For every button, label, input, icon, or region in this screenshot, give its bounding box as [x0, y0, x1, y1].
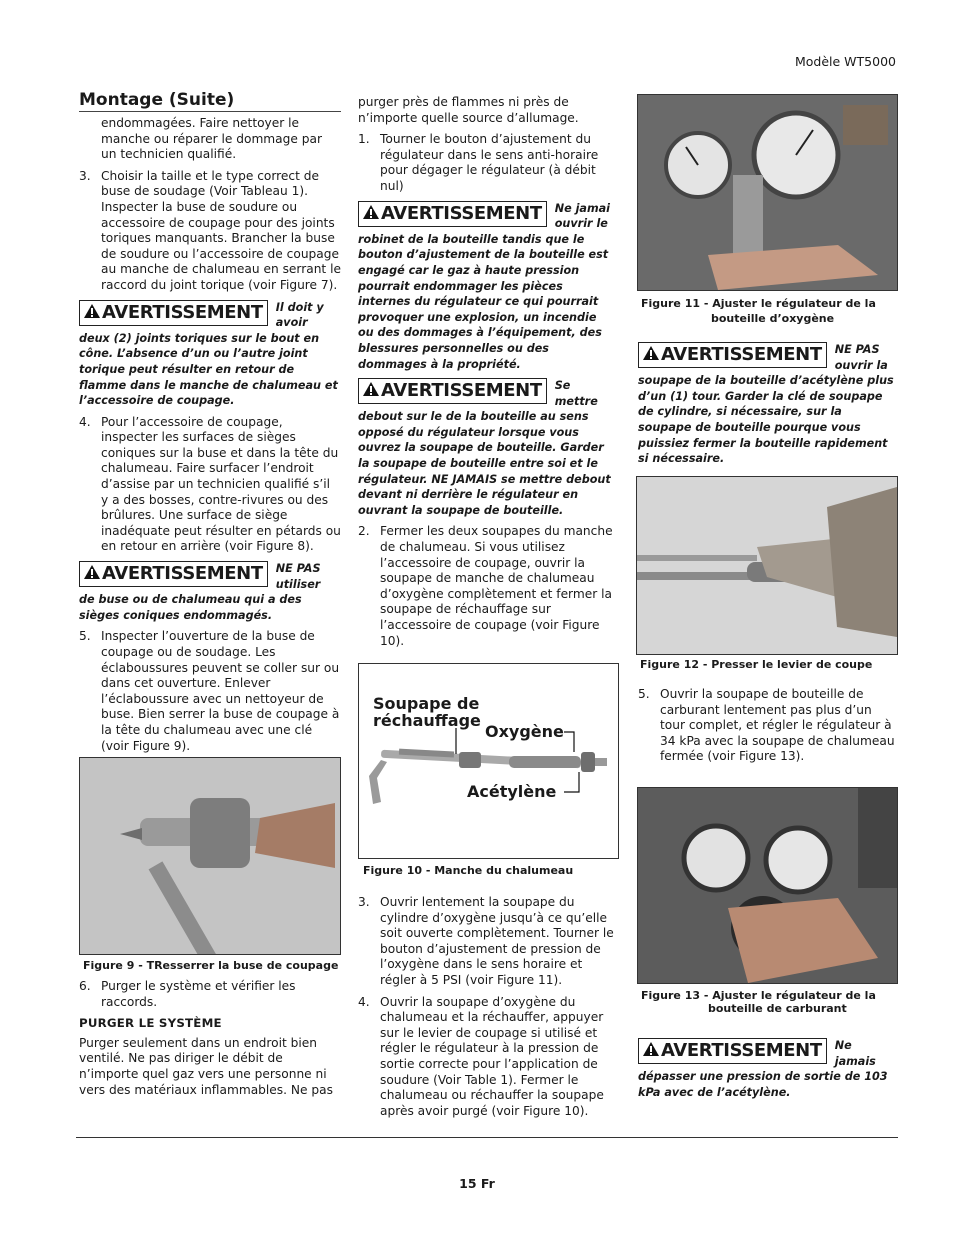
- step-number: 2.: [358, 524, 370, 539]
- figure-13-photo: [637, 787, 898, 984]
- step-5: [79, 629, 341, 754]
- warning-badge: [638, 342, 827, 368]
- figure-13-caption-line-2: bouteille de carburant: [708, 1002, 847, 1015]
- column-1-lower: [79, 979, 341, 1104]
- step-text: Ouvrir la soupape d’oxygène du chalumeau et la réchauffer, appuyer sur le levier de coupage si utilisé et régler le régulateur à la pression de sortie correcte pour l’application de soudure (Voir Table 1). Fermer le chalumeau ou réchauffer la soupape après avoir purgé (voir Figure 10).: [380, 994, 604, 1118]
- figure-12-photo: [636, 476, 898, 655]
- column-2: [358, 95, 614, 655]
- step-4: [358, 995, 614, 1120]
- step-text: Pour l’accessoire de coupage, inspecter les surfaces de sièges coniques sur la buse et dans la tête du chalumeau. Faire surfacer l’endroit d’assise par un technicien qualifié s’il y a des bosses, contre-rivures ou des brûlures. Une surface de siège inadéquate peut résulter en pétards ou en retour en arrière (voir Figure 8).: [101, 414, 341, 554]
- step-number: 3.: [79, 168, 91, 183]
- warning-label: AVERTISSEMENT: [381, 202, 542, 224]
- continued-text: endommagées. Faire nettoyer le manche ou réparer le dommage par un technicien qualifié.: [101, 116, 322, 162]
- warning-lead: Ne jamais: [834, 1039, 876, 1068]
- step-1: [358, 132, 614, 194]
- continued-text: purger près de flammes ni près de n’importe quelle source d’allumage.: [358, 95, 579, 125]
- step-text: Tourner le bouton d’ajustement du régulateur dans le sens anti-horaire pour dégager le régulateur (à débit nul): [380, 132, 599, 193]
- step-6: [79, 979, 341, 1010]
- step-number: 5.: [638, 687, 650, 701]
- figure-10-box: [358, 663, 619, 859]
- warning-lead: NE PAS utiliser: [275, 562, 321, 591]
- step-number: 5.: [79, 629, 91, 644]
- diagram-label-acetylene: Acétylène: [467, 782, 557, 801]
- warning-text: soupape de la bouteille d’acétylène plus d’un (1) tour. Garder la clé de soupape de cylindre, si nécessaire, sur la soupape de bouteille pourque vous puissiez fermer la bouteille rapidement si nécessaire.: [638, 374, 894, 466]
- figure-11-caption-line-1: Figure 11 - Ajuster le régulateur de la: [641, 297, 876, 310]
- warning-icon: [83, 303, 101, 319]
- figure-9-caption: Figure 9 - TResserrer la buse de coupage: [83, 959, 339, 972]
- warning-badge: [358, 378, 547, 404]
- figure-10-caption: Figure 10 - Manche du chalumeau: [363, 864, 574, 877]
- fuel-regulator-illustration: [638, 788, 897, 983]
- warning-box: [358, 378, 614, 518]
- warning-box: [638, 342, 896, 467]
- wrench-nozzle-illustration: [80, 758, 340, 954]
- step-5: [638, 687, 896, 765]
- step-number: 4.: [358, 994, 370, 1009]
- warning-icon: [642, 345, 660, 361]
- step-number: 3.: [358, 895, 370, 909]
- warning-text: debout sur le de la bouteille au sens opposé du régulateur lorsque vous ouvrez la soupape de bouteille. Garder la soupape de bouteille entre soi et le régulateur. NE JAMAIS se mettre debout devant ni derrière le régulateur en ouvrant la soupape de bouteille.: [358, 410, 611, 517]
- step-2: [358, 524, 614, 649]
- purge-heading: PURGER LE SYSTÈME: [79, 1016, 222, 1031]
- oxygen-regulator-illustration: [638, 95, 897, 290]
- warning-text: dépasser une pression de sortie de 103 kPa avec de l’acétylène.: [638, 1070, 888, 1099]
- column-3-warning: [638, 338, 896, 473]
- model-number: Modèle WT5000: [794, 54, 896, 69]
- step-number: 6.: [79, 979, 91, 993]
- figure-13-caption-line-1: Figure 13 - Ajuster le régulateur de la: [641, 989, 876, 1002]
- warning-badge: [358, 201, 547, 227]
- step-text: Inspecter l’ouverture de la buse de coupage ou de soudage. Les éclaboussures peuvent se coller sur ou dans cet ouverture. Enlever l’éclaboussure avec un nettoyeur de buse. Bien serrer la buse de coupage à la tête du chalumeau avec une clé (voir Figure 9).: [101, 629, 340, 753]
- step-number: 4.: [79, 414, 91, 429]
- step-text: Fermer les deux soupapes du manche de chalumeau. Si vous utilisez l’accessoire de coupage, ouvrir la soupape de manche de chalumeau d’oxygène complètement et fermer la soupape de réchauffage sur l’accessoire de coupage (voir Figure 10).: [380, 524, 613, 648]
- warning-text: de buse ou de chalumeau qui a des sièges coniques endommagés.: [79, 593, 302, 622]
- step-number: 1.: [358, 132, 370, 147]
- warning-text: robinet de la bouteille tandis que le bouton d’ajustement de la bouteille est engagé car le gaz à haute pression pourrait endommager les pièces internes du régulateur ce qui pourrait provoquer une explosion, un incendie ou des dommages à l’équipement, des blessures personnelles ou des dommages à la propriété.: [358, 232, 609, 371]
- figure-11-photo: [637, 94, 898, 291]
- warning-icon: [362, 204, 380, 220]
- step-3: [79, 169, 341, 294]
- column-3-warning-2: [638, 1034, 896, 1106]
- warning-lead: Il doit y avoir: [275, 300, 324, 330]
- step-text: Choisir la taille et le type correct de buse de soudage (Voir Tableau 1). Inspecter la buse de soudure ou accessoire de coupage pour des joints toriques manquants. Brancher la buse de soudure ou l’accessoire de coupage au manche de chalumeau en serrant le raccord du joint torique (voir Figure 7).: [101, 168, 341, 292]
- warning-badge: [638, 1038, 827, 1064]
- warning-lead: Se mettre: [554, 379, 598, 408]
- warning-icon: [83, 564, 101, 580]
- figure-9-photo: [79, 757, 341, 955]
- warning-box: [79, 561, 341, 623]
- purge-text: Purger seulement dans un endroit bien ventilé. Ne pas diriger le débit de n’importe quel gaz vers une personne ni vers des matériaux inflammables. Ne pas: [79, 1035, 333, 1097]
- warning-lead: NE PAS ouvrir la: [834, 343, 888, 372]
- step-text: Purger le système et vérifier les raccords.: [101, 979, 296, 1009]
- warning-box: [79, 300, 341, 409]
- column-1: [79, 116, 341, 760]
- figure-11-caption-line-2: bouteille d’oxygène: [711, 312, 835, 325]
- cutting-lever-illustration: [637, 477, 897, 654]
- column-2-lower: [358, 895, 614, 1125]
- warning-label: AVERTISSEMENT: [381, 380, 542, 402]
- footer-rule: [76, 1137, 898, 1138]
- warning-label: AVERTISSEMENT: [102, 563, 263, 585]
- warning-badge: [79, 561, 268, 587]
- diagram-label-preheat: Soupape de réchauffage: [373, 694, 481, 730]
- diagram-label-oxygen: Oxygène: [485, 722, 564, 741]
- warning-badge: [79, 300, 268, 326]
- step-3: [358, 895, 614, 989]
- warning-icon: [362, 381, 380, 397]
- warning-box: [358, 201, 614, 373]
- step-4: [79, 415, 341, 555]
- warning-lead: Ne jamai ouvrir le: [554, 201, 611, 231]
- warning-label: AVERTISSEMENT: [661, 344, 822, 365]
- warning-text: deux (2) joints toriques sur le bout en cône. L’absence d’un ou l’autre joint torique peut résulter en retour de flamme dans le manche de chalumeau et l’accessoire de coupage.: [79, 331, 338, 408]
- page-number: 15 Fr: [459, 1176, 495, 1191]
- figure-12-caption: Figure 12 - Presser le levier de coupe: [640, 658, 873, 671]
- warning-icon: [642, 1041, 660, 1057]
- section-title: Montage (Suite): [79, 90, 341, 112]
- column-3-step-5: [638, 687, 896, 771]
- warning-box: [638, 1038, 896, 1100]
- step-text: Ouvrir la soupape de bouteille de carburant lentement pas plus d’un tour complet, et régler le régulateur à 34 kPa avec la soupape de chalumeau fermée (voir Figure 13).: [660, 687, 895, 764]
- step-text: Ouvrir lentement la soupape du cylindre d’oxygène jusqu’à ce qu’elle soit ouverte complètement. Tourner le bouton d’ajustement de pression de l’oxygène dans le sens horaire et régler à 5 PSI (voir Figure 11).: [380, 895, 614, 987]
- warning-label: AVERTISSEMENT: [661, 1040, 822, 1061]
- warning-label: AVERTISSEMENT: [102, 301, 263, 323]
